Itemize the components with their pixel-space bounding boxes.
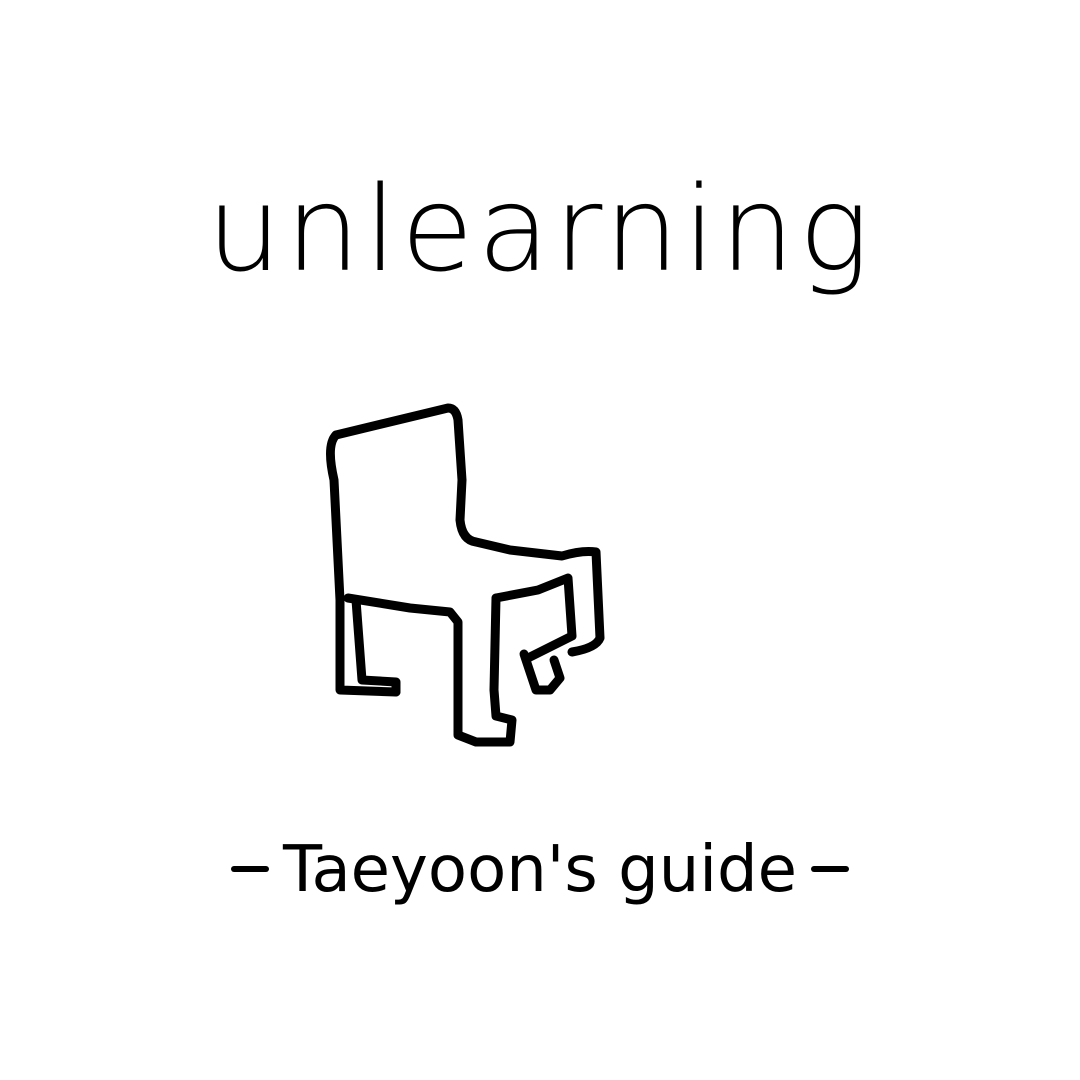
left-dash — [231, 866, 269, 872]
chair-icon — [300, 390, 630, 770]
cover-subtitle — [0, 833, 1080, 907]
right-dash — [811, 866, 849, 872]
subtitle-text: Taeyoon's guide — [282, 833, 798, 907]
cover-title: unlearning — [206, 160, 874, 298]
